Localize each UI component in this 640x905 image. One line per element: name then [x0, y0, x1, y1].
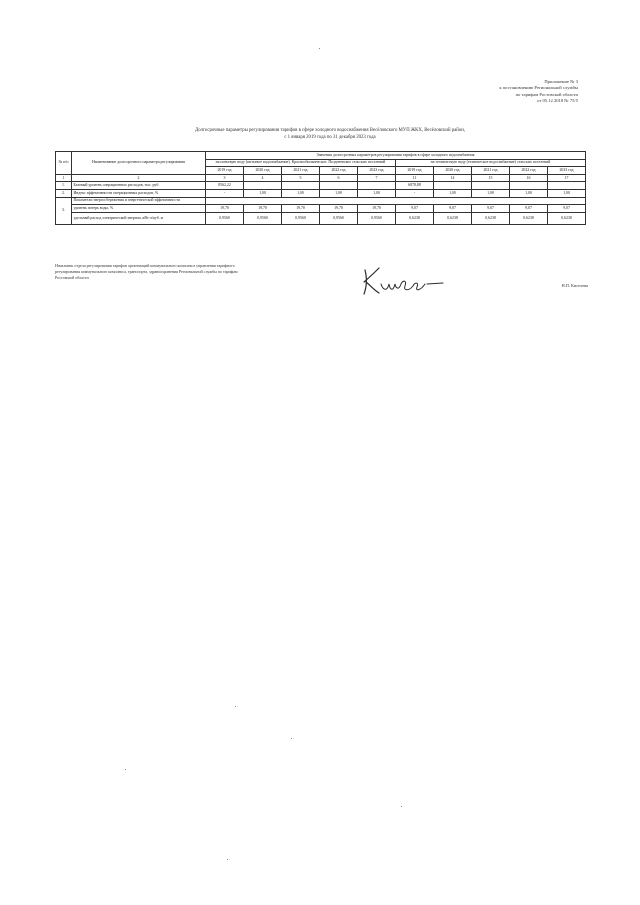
appendix-line: от 05.12.2018 № 75/5 [537, 98, 578, 104]
table-row [56, 205, 586, 213]
header-year: 2019 год [396, 167, 434, 175]
index-cell: 17 [548, 174, 586, 182]
scan-speck [291, 738, 292, 739]
header-year: 2022 год [320, 167, 358, 175]
value-cell: 1,00 [434, 189, 472, 197]
header-year: 2020 год [244, 167, 282, 175]
index-cell: 4 [244, 174, 282, 182]
value-cell: 1,00 [510, 189, 548, 197]
header-group: Значения долгосрочных параметров регулирования тарифов в сфере холодного водоснабжения [206, 152, 586, 160]
group-empty-cell [206, 197, 586, 205]
value-cell: 1,00 [244, 189, 282, 197]
value-cell [548, 182, 586, 190]
value-cell: 19,70 [320, 205, 358, 213]
value-cell: 6878,88 [396, 182, 434, 190]
value-cell: 9,07 [548, 205, 586, 213]
table-row [56, 182, 586, 190]
signer-name: Н.П. Киселева [561, 283, 588, 288]
value-cell: 9,07 [396, 205, 434, 213]
value-cell: 19,70 [206, 205, 244, 213]
scan-speck [401, 806, 402, 807]
row-num: 3. [56, 197, 72, 224]
value-cell: 1,00 [282, 189, 320, 197]
table-row [56, 212, 586, 224]
value-cell: 9,07 [434, 205, 472, 213]
value-cell: 0,9560 [358, 212, 396, 224]
row-num: 2. [56, 189, 72, 197]
value-cell [358, 182, 396, 190]
value-cell: 1,00 [472, 189, 510, 197]
value-cell [282, 182, 320, 190]
value-cell: 0,6238 [396, 212, 434, 224]
row-name: уровень потерь воды, % [72, 205, 206, 213]
document-title [130, 127, 530, 141]
value-cell: 1,00 [358, 189, 396, 197]
header-year: 2019 год [206, 167, 244, 175]
scan-speck [227, 859, 228, 860]
value-cell: 0,9560 [206, 212, 244, 224]
row-name: Индекс эффективности операционных расходов, % [72, 189, 206, 197]
header-year: 2020 год [434, 167, 472, 175]
index-row [56, 174, 586, 182]
index-cell: 16 [510, 174, 548, 182]
index-cell: 3 [206, 174, 244, 182]
value-cell: 0,9560 [244, 212, 282, 224]
header-year: 2023 год [358, 167, 396, 175]
header-year: 2023 год [548, 167, 586, 175]
value-cell: 0,9560 [320, 212, 358, 224]
index-cell: 6 [320, 174, 358, 182]
value-cell: 0,6238 [548, 212, 586, 224]
value-cell: 9,07 [472, 205, 510, 213]
value-cell: 8562,22 [206, 182, 244, 190]
row-num: 1. [56, 182, 72, 190]
index-cell: 11 [396, 174, 434, 182]
scan-speck [235, 706, 236, 707]
value-cell: 0,6238 [472, 212, 510, 224]
value-cell [434, 182, 472, 190]
header-num: № п/п [56, 152, 72, 175]
value-cell: 9,07 [510, 205, 548, 213]
value-cell: 1,00 [548, 189, 586, 197]
header-name: Наименование долгосрочного параметра регулирования [72, 152, 206, 175]
scan-speck [319, 48, 320, 49]
index-cell: 15 [472, 174, 510, 182]
appendix-line: к постановлению Региональной службы [499, 85, 578, 91]
index-cell: 14 [434, 174, 472, 182]
header-year: 2021 год [472, 167, 510, 175]
scan-speck [125, 769, 126, 770]
value-cell: 19,70 [282, 205, 320, 213]
row-name: удельный расход электрической энергии, кВт·ч/куб. м [72, 212, 206, 224]
header-year: 2022 год [510, 167, 548, 175]
value-cell: 19,70 [358, 205, 396, 213]
value-cell [244, 182, 282, 190]
value-cell: 1,00 [320, 189, 358, 197]
value-cell: - [396, 189, 434, 197]
title-line-1: Долгосрочные параметры регулирования тарифов в сфере холодного водоснабжения Весёловского МУП ЖКХ, Весёловский район, [194, 128, 466, 133]
value-cell: 0,6238 [510, 212, 548, 224]
value-cell: 0,9560 [282, 212, 320, 224]
index-cell: 7 [358, 174, 396, 182]
header-sub-technical: на техническую воду (техническое водоснабжение) сельских поселений [396, 159, 586, 167]
table-row [56, 189, 586, 197]
handwritten-signature [357, 262, 447, 298]
group-header-row [56, 197, 586, 205]
index-cell: 5 [282, 174, 320, 182]
appendix-line: по тарифам Ростовской области [515, 91, 578, 97]
title-line-2: с 1 января 2019 года по 31 декабря 2023 года [284, 135, 376, 140]
value-cell: 0,6238 [434, 212, 472, 224]
header-year: 2021 год [282, 167, 320, 175]
parameters-table [55, 151, 586, 225]
value-cell [472, 182, 510, 190]
value-cell [320, 182, 358, 190]
appendix-reference [378, 79, 578, 105]
group-title: Показатели энергосбережения и энергетической эффективности [72, 197, 206, 205]
index-cell: 1 [56, 174, 72, 182]
value-cell: - [206, 189, 244, 197]
index-cell: 2 [72, 174, 206, 182]
signatory-position: Начальник отдела регулирования тарифов организаций коммунального комплекса управления тарифного регулирования коммунального комплекса, транспорта, здравоохранения Региональной службы по тарифам Ростовской области [55, 263, 238, 280]
value-cell: 19,70 [244, 205, 282, 213]
value-cell [510, 182, 548, 190]
appendix-line: Приложение № 3 [544, 79, 578, 84]
row-name: Базовый уровень операционных расходов, тыс. руб. [72, 182, 206, 190]
header-sub-drinking: на питьевую воду (питьевое водоснабжение), Краснообильненское, Позднеевское сельских поселений [206, 159, 396, 167]
